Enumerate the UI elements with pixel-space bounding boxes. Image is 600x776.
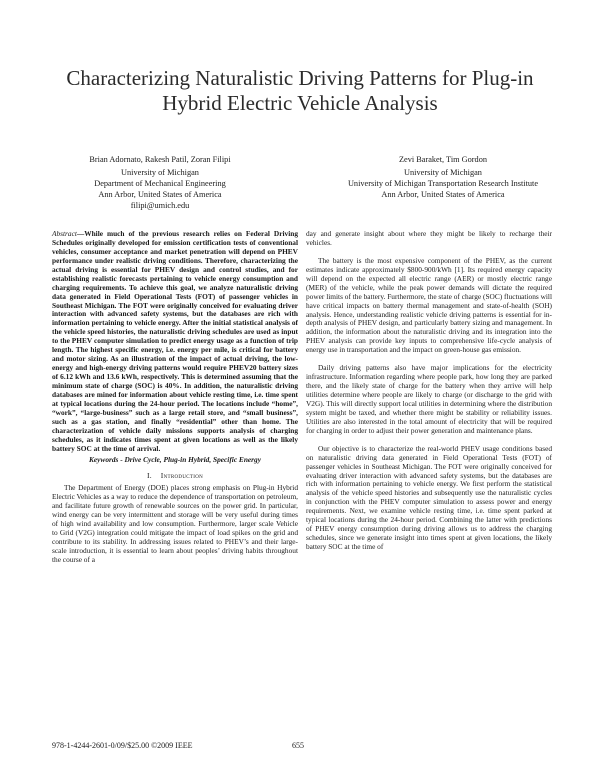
- right-column: [306, 230, 552, 552]
- abstract-text: —While much of the previous research relies on Federal Driving Schedules originally developed for emission certification tests of conventional vehicles, consumer acceptance and market penetration will depend on PHEV performance under realistic driving conditions. Therefore, characterizing the actual driving is essential for PHEV design and control studies, and for establishing realistic forecasts pertaining to vehicle energy consumption and charging requirements. To achieve this goal, we analyze naturalistic driving data generated in Field Operational Tests (FOT) of passenger vehicles in Southeast Michigan. The FOT were originally conceived for evaluating driver interaction with advanced safety systems, but the databases are rich with information pertaining to vehicle energy. After the initial statistical analysis of the vehicle speed histories, the naturalistic driving schedules are used as input to the PHEV computer simulation to predict energy usage as a function of trip length. The highest specific energy, i.e. energy per mile, is critical for battery and motor sizing. As an illustration of the impact of actual driving, the low-energy and high-energy driving patterns would require PHEV20 battery sizes of 6.12 kWh and 13.6 kWh, respectively. This is determined assuming that the minimum state of charge (SOC) is 40%. In addition, the naturalistic driving databases are mined for information about vehicle resting time, i.e. time spent at typical locations during the 24-hour period. The locations include “home”, “work”, “large-business” such as a large retail store, and “small business”, such as a gas station, and finally “residential” other than home. The characterization of vehicle daily missions supports analysis of charging schedules, as it indicates times spent at given locations as well as the likely battery SOC at the time of arrival.: [52, 229, 298, 453]
- right-paragraph-4: Our objective is to characterize the real-world PHEV usage conditions based on naturalistic driving data generated in Field Operational Tests (FOT) of passenger vehicles in Southeast Michigan. The FOT were originally conceived for evaluating driver interaction with advanced safety systems, but the databases are rich with information pertaining to vehicle energy. We first perform the statistical analysis of the vehicle speed histories and subsequently use the naturalistic cycles in conjunction with the PHEV computer simulation to assess power and energy requirements. Next, we examine vehicle resting time, i.e. time spent parked at typical locations during the 24-hour period. Combining the latter with predictions of PHEV energy consumption during driving allows us to address the charging schedules, since we generate insight into times spent at given locations, the likely battery SOC at the time of: [306, 443, 552, 551]
- keywords: Keywords - Drive Cycle, Plug-in Hybrid, Specific Energy: [89, 455, 261, 465]
- author-block-left: [40, 154, 280, 211]
- right-paragraph-1: day and generate insight about where they might be likely to recharge their vehicles.: [306, 229, 552, 247]
- author-names-right: Zevi Baraket, Tim Gordon: [398, 155, 488, 164]
- footer-page-number: 655: [292, 741, 304, 750]
- affiliation-institute-right: University of Michigan Transportation Research Institute: [347, 179, 539, 188]
- abstract: [52, 230, 298, 453]
- left-column: [52, 230, 298, 565]
- abstract-label: Abstract: [52, 229, 77, 238]
- section-number: I.: [146, 471, 152, 481]
- paper-title: Characterizing Naturalistic Driving Patterns for Plug-in Hybrid Electric Vehicle Analysis: [66, 66, 534, 115]
- author-email: filipi@umich.edu: [130, 201, 190, 210]
- section-heading-introduction: [52, 472, 298, 481]
- right-paragraph-2: The battery is the most expensive component of the PHEV, as the current estimates indicate approximately $800-900/kWh [1]. Its required energy capacity will depend on the expected all electric range (AER) or mostly electric range (MER) of the vehicle, while the peak power demands will dictate the required power limits of the battery. Furthermore, the state of charge (SOC) fluctuations will have critical impacts on battery thermal management and state-of-health (SOH) analysis. Hence, understanding realistic vehicle driving patterns is essential for in-depth analysis of PHEV design, and particularly battery sizing and management. In addition, the information about the naturalistic driving and its integration into the PHEV analysis can provide key inputs to comprehensive life-cycle analysis of energy use in transportation and the impact on green-house gas emission.: [306, 255, 552, 355]
- author-names-left: Brian Adornato, Rakesh Patil, Zoran Filipi: [89, 155, 231, 164]
- intro-paragraph: The Department of Energy (DOE) places strong emphasis on Plug-in Hybrid Electric Vehicles as a way to reduce the dependence of transportation on petroleum, and facilitate future growth of renewable sources on the power grid. In particular, wind energy can be very intermittent and storage will be very useful during times of high wind availability and low consumption. Furthermore, larger scale Vehicle to Grid (V2G) integration could mitigate the impact of load spikes on the grid and contribute to its stability. In addressing issues related to PHEV’s and their large-scale introduction, it is essential to learn about peoples’ driving habits throughout the course of a: [52, 483, 298, 564]
- section-title: Introduction: [160, 471, 204, 481]
- author-block-right: [318, 154, 568, 200]
- affiliation-department-left: Department of Mechanical Engineering: [94, 179, 226, 188]
- right-paragraph-3: Daily driving patterns also have major implications for the electricity infrastructure. Information regarding where people park, how long they are parked there, and the likely state of charge for the battery when they arrive will help utilities determine where people are likely to charge (or discharge to the grid with V2G). This will directly support local utilities in determining where the distribution system might be taxed, and whether there might be stability or reliability issues. Utilities are also interested in the total amount of electricity that will be required for charging in order to adjust their power generation and maintenance plans.: [306, 363, 552, 435]
- affiliation-university-right: University of Michigan: [404, 168, 482, 177]
- location-left: Ann Arbor, United States of America: [98, 190, 222, 199]
- location-right: Ann Arbor, United States of America: [381, 190, 505, 199]
- footer-copyright: 978-1-4244-2601-0/09/$25.00 ©2009 IEEE: [52, 741, 193, 750]
- affiliation-university-left: University of Michigan: [121, 168, 199, 177]
